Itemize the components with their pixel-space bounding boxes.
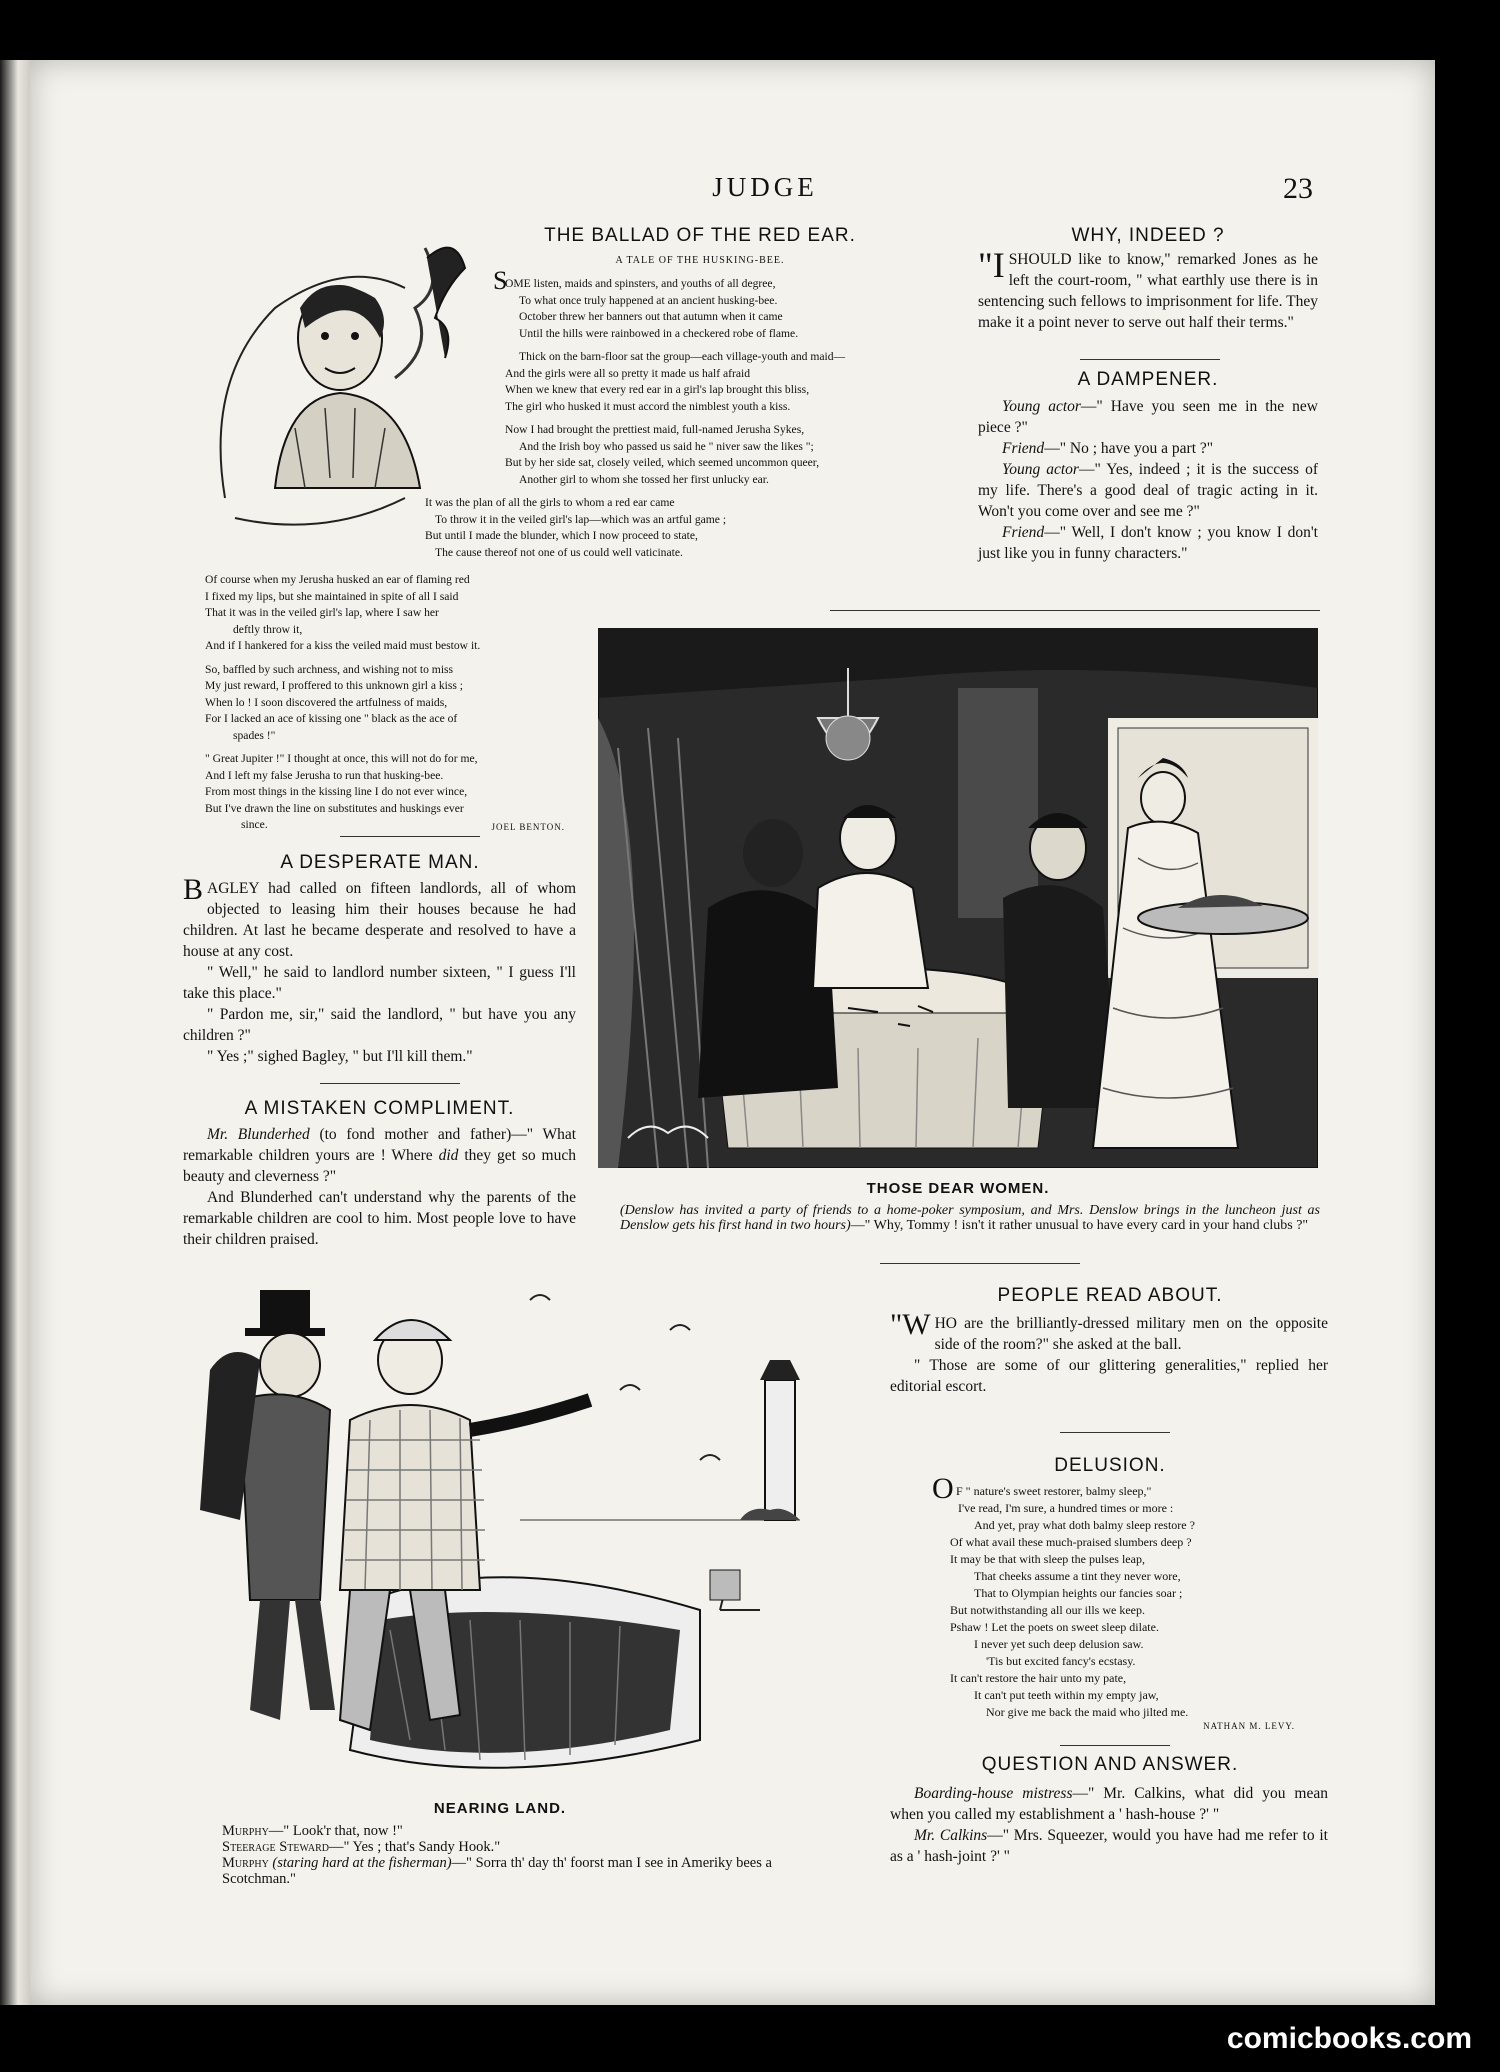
people-title: PEOPLE READ ABOUT. xyxy=(997,1285,1223,1306)
compliment-title: A MISTAKEN COMPLIMENT. xyxy=(244,1098,515,1119)
ballad-verse-bottom xyxy=(205,572,565,834)
nearing-land-title: NEARING LAND. xyxy=(433,1800,567,1817)
paragraph: (to fond mother and father)—" What remarkable children yours are ! Where xyxy=(183,1126,577,1164)
qa-body xyxy=(890,1783,1328,1867)
dropcap: B xyxy=(183,873,204,906)
verse-line: For I lacked an ace of kissing one " black as the ace of xyxy=(205,712,458,725)
verse-line: I never yet such deep delusion saw. xyxy=(974,1637,1144,1651)
dear-women-caption xyxy=(620,1203,1320,1233)
verse-line: It may be that with sleep the pulses leap, xyxy=(950,1552,1145,1566)
speaker: Murphy xyxy=(222,1855,269,1871)
ballad-title: THE BALLAD OF THE RED EAR. xyxy=(544,225,856,246)
verse-line: The cause thereof not one of us could well vaticinate. xyxy=(435,545,683,559)
speaker: Mr. Blunderhed xyxy=(207,1126,310,1143)
people-body xyxy=(890,1308,1328,1397)
verse-line: " Great Jupiter !" I thought at once, this will not do for me, xyxy=(205,752,478,765)
verse-line: Pshaw ! Let the poets on sweet sleep dilate. xyxy=(950,1620,1159,1634)
line: —" Mr. Calkins, what did you mean when you called my establishment a ' hash-house ?' " xyxy=(890,1785,1328,1823)
speaker: Friend xyxy=(1002,440,1045,457)
desperate-body xyxy=(183,873,576,1067)
line: —" Mrs. Squeezer, would you have had me refer to it as a ' hash-joint ?' " xyxy=(890,1827,1328,1865)
divider xyxy=(320,1083,460,1084)
paragraph: " Pardon me, sir," said the landlord, " but have you any children ?" xyxy=(183,1006,576,1044)
qa-title: QUESTION AND ANSWER. xyxy=(981,1754,1239,1775)
desperate-title: A DESPERATE MAN. xyxy=(280,852,480,873)
verse-line: 'Tis but excited fancy's ecstasy. xyxy=(986,1654,1136,1668)
why-indeed-body xyxy=(978,245,1318,333)
divider xyxy=(1060,1432,1170,1433)
watermark-logo: comicbooks.com xyxy=(1226,2022,1472,2055)
verse-line: When lo ! I soon discovered the artfulness of maids, xyxy=(205,695,448,709)
verse-line: Another girl to whom she tossed her first unlucky ear. xyxy=(519,472,769,486)
speaker: Boarding-house mistress xyxy=(914,1785,1073,1802)
verse-line: That it was in the veiled girl's lap, where I saw her xyxy=(205,606,439,619)
verse-line: From most things in the kissing line I do not ever wince, xyxy=(205,785,468,798)
verse-line: I've read, I'm sure, a hundred times or more : xyxy=(958,1501,1174,1515)
speaker: Young actor xyxy=(1002,461,1079,478)
verse-line: deftly throw it, xyxy=(233,622,303,636)
dropcap: O xyxy=(932,1472,954,1505)
dear-women-title: THOSE DEAR WOMEN. xyxy=(866,1180,1050,1197)
verse-line: It was the plan of all the girls to whom a red ear came xyxy=(425,496,675,509)
ballad-author: JOEL BENTON. xyxy=(491,822,565,832)
paragraph: And Blunderhed can't understand why the parents of the remarkable children are cool to him. Most people love to have their children praised. xyxy=(183,1189,576,1248)
line: —" No ; have you a part ?" xyxy=(1044,440,1214,457)
paragraph: " Yes ;" sighed Bagley, " but I'll kill them." xyxy=(207,1048,473,1065)
verse-line: When we knew that every red ear in a girl's lap brought this bliss, xyxy=(505,383,810,396)
line: —" Look'r that, now !" xyxy=(268,1823,403,1839)
line: —" Well, I don't know ; you know I don't just like you in funny characters." xyxy=(978,524,1318,562)
page-edge-left xyxy=(0,60,30,2005)
verse-line: Of course when my Jerusha husked an ear of flaming red xyxy=(205,573,470,586)
verse-line: But by her side sat, closely veiled, which seemed uncommon queer, xyxy=(505,456,820,469)
divider xyxy=(1080,359,1220,360)
verse-line: That cheeks assume a tint they never wore, xyxy=(974,1569,1181,1583)
paragraph: HO are the brilliantly-dressed military men on the opposite side of the room?" she asked at the ball. xyxy=(934,1315,1328,1353)
dampener-title: A DAMPENER. xyxy=(1077,369,1219,390)
verse-line: But until I made the blunder, which I now proceed to state, xyxy=(425,529,698,542)
nearing-land-caption xyxy=(222,1823,822,1887)
caption-italic: (Denslow has invited a party of friends to a home-poker symposium, and Mrs. Denslow brings in the luncheon just as Denslow gets his first hand in two hours) xyxy=(620,1203,1320,1233)
paragraph: they get so much beauty and cleverness ?" xyxy=(183,1147,576,1185)
verse-line: And if I hankered for a kiss the veiled maid must bestow it. xyxy=(205,639,481,652)
verse-line: Thick on the barn-floor sat the group—each village-youth and maid— xyxy=(519,350,846,363)
delusion-verse xyxy=(932,1472,1280,1721)
verse-line: Until the hills were rainbowed in a checkered robe of flame. xyxy=(519,326,799,340)
verse-line: OME listen, maids and spinsters, and youths of all degree, xyxy=(505,277,776,290)
ballad-subtitle: A TALE OF THE HUSKING-BEE. xyxy=(615,255,785,266)
speaker: Friend xyxy=(1002,524,1045,541)
line: —" Sorra th' day th' foorst man I see in Ameriky bees a Scotchman." xyxy=(222,1855,772,1887)
verse-line: F " nature's sweet restorer, balmy sleep," xyxy=(956,1484,1152,1498)
speaker: Young actor xyxy=(1002,398,1081,415)
ballad-illustration xyxy=(205,228,495,528)
verse-line: That to Olympian heights our fancies soar ; xyxy=(974,1586,1183,1600)
verse-line: And the girls were all so pretty it made us half afraid xyxy=(505,366,751,380)
speaker: Mr. Calkins xyxy=(914,1827,988,1844)
dear-women-illustration xyxy=(598,628,1318,1168)
ballad-verse-top: S OME listen, maids and spinsters, and youths of all degree, To what once truly happened at an ancient husking-bee. October threw her banners out that autumn when it came Until the hills were rainbowed in a checkered robe of flame. Thick on the barn-floor sat the group—each village-youth and maid— And the girls were all so pretty it made us half afraid When we knew that every red ear in a girl's lap brought this bliss, The girl who husked it must accord the nimblest youth a kiss. Now I had brought the prettiest maid, full-named Jerusha Sykes, And the Irish boy who passed us said he " niver saw the likes "; But by her side sat, closely veiled, which seemed uncommon queer, Another girl to whom she tossed her first unlucky ear. It was the plan of all the girls to whom a red ear came To throw it in the veiled girl's lap—which was an artful game ; But until I made the blunder, which I now proceed to state, The cause thereof not one of us could well vaticinate. xyxy=(505,276,925,561)
verse-line: Of what avail these much-praised slumbers deep ? xyxy=(950,1535,1192,1549)
verse-line: Now I had brought the prettiest maid, full-named Jerusha Sykes, xyxy=(505,423,805,436)
speaker: Steerage Steward xyxy=(222,1839,329,1855)
verse-line: I fixed my lips, but she maintained in spite of all I said xyxy=(205,589,459,603)
verse-line: since. xyxy=(241,818,268,831)
verse-line: The girl who husked it must accord the nimblest youth a kiss. xyxy=(505,399,791,413)
verse-line: It can't restore the hair unto my pate, xyxy=(950,1671,1127,1685)
delusion-author: NATHAN M. LEVY. xyxy=(1203,1721,1295,1731)
emphasis: did xyxy=(438,1147,459,1164)
divider xyxy=(880,1263,1080,1264)
dampener-body xyxy=(978,396,1318,564)
verse-line: October threw her banners out that autumn when it came xyxy=(519,310,783,323)
verse-line: To throw it in the veiled girl's lap—which was an artful game ; xyxy=(435,512,727,526)
verse-line: It can't put teeth within my empty jaw, xyxy=(974,1688,1159,1702)
line: —" Yes ; that's Sandy Hook." xyxy=(328,1839,501,1855)
paragraph: " Well," he said to landlord number sixteen, " I guess I'll take this place." xyxy=(183,964,576,1002)
compliment-body xyxy=(183,1124,576,1250)
divider xyxy=(1060,1745,1170,1746)
line: —" Yes, indeed ; it is the success of my life. There's a good deal of tragic acting in it. Won't you come over and see me ?" xyxy=(978,461,1319,520)
verse-line: And I left my false Jerusha to run that husking-bee. xyxy=(205,768,444,782)
dropcap: "W xyxy=(890,1308,931,1341)
speaker: Murphy xyxy=(222,1823,269,1839)
why-indeed-title: WHY, INDEED ? xyxy=(1071,225,1225,246)
caption-text: —" Why, Tommy ! isn't it rather unusual to have every card in your hand clubs ?" xyxy=(850,1218,1309,1233)
verse-line: To what once truly happened at an ancient husking-bee. xyxy=(519,293,778,307)
page-number: 23 xyxy=(1283,172,1313,205)
verse-line: spades !" xyxy=(233,728,276,742)
masthead-title: JUDGE xyxy=(712,172,818,202)
paragraph: AGLEY had called on fifteen landlords, all of whom objected to leasing him their houses because he had children. At last he became desperate and resolved to have a house at any cost. xyxy=(183,880,576,960)
verse-line: But notwithstanding all our ills we keep. xyxy=(950,1603,1145,1617)
paragraph: SHOULD like to know," remarked Jones as he left the court-room, " what earthly use there is in sentencing such fellows to imprisonment for life. They make it a point never to serve out half their terms." xyxy=(978,251,1318,331)
paragraph: " Those are some of our glittering generalities," replied her editorial escort. xyxy=(890,1357,1328,1395)
dropcap: "I xyxy=(978,245,1005,285)
divider xyxy=(830,610,1320,611)
verse-line: My just reward, I proffered to this unknown girl a kiss ; xyxy=(205,679,464,692)
delusion-title: DELUSION. xyxy=(1054,1455,1166,1476)
stage-direction: (staring hard at the fisherman) xyxy=(272,1855,452,1871)
divider xyxy=(340,836,480,837)
verse-line: And the Irish boy who passed us said he " niver saw the likes "; xyxy=(519,439,814,453)
verse-line: So, baffled by such archness, and wishing not to miss xyxy=(205,662,454,676)
line: —" Have you seen me in the new piece ?" xyxy=(978,398,1318,436)
verse-line: Nor give me back the maid who jilted me. xyxy=(986,1705,1189,1719)
verse-line: But I've drawn the line on substitutes and huskings ever xyxy=(205,801,464,815)
verse-line: And yet, pray what doth balmy sleep restore ? xyxy=(974,1518,1195,1532)
nearing-land-illustration xyxy=(200,1270,800,1790)
